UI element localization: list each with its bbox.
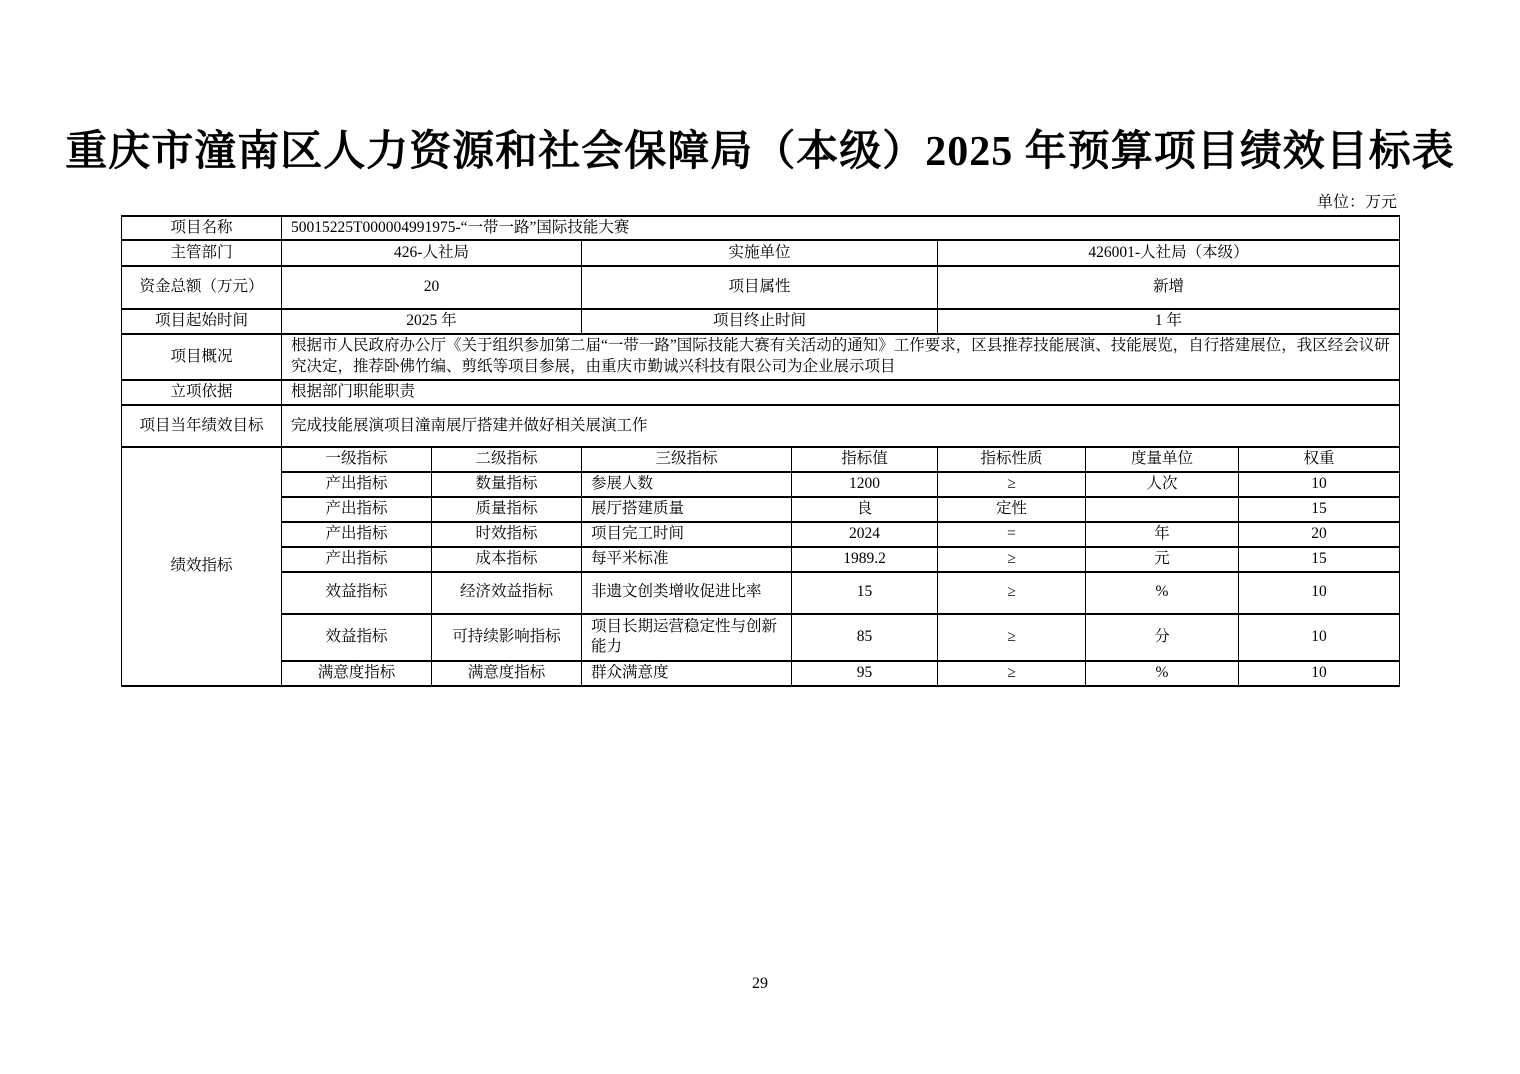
end-time-label: 项目终止时间 (582, 309, 938, 334)
performance-indicators-label: 绩效指标 (122, 447, 282, 686)
indicator-cell: 数量指标 (432, 472, 582, 497)
impl-unit-value: 426001-人社局（本级） (938, 240, 1400, 266)
indicator-cell: 1200 (792, 472, 938, 497)
indicator-row (122, 572, 1400, 614)
indicator-cell: 10 (1239, 472, 1400, 497)
indicator-cell: % (1086, 661, 1239, 686)
indicator-cell: ≥ (938, 661, 1086, 686)
indicator-cell: 85 (792, 614, 938, 661)
row-overview (122, 334, 1400, 380)
page-number: 29 (752, 974, 768, 992)
indicator-cell: 参展人数 (582, 472, 792, 497)
indicator-cell: 10 (1239, 572, 1400, 614)
dept-value: 426-人社局 (282, 240, 582, 266)
indicator-cell: 10 (1239, 614, 1400, 661)
indicator-cell: 良 (792, 497, 938, 522)
indicator-cell: 每平米标准 (582, 547, 792, 572)
performance-target-table (121, 215, 1400, 687)
indicator-cell: 非遗文创类增收促进比率 (582, 572, 792, 614)
project-name-value: 50015225T000004991975-“一带一路”国际技能大赛 (282, 216, 1400, 241)
indicator-cell: 元 (1086, 547, 1239, 572)
indicator-cell (1086, 497, 1239, 522)
indicator-cell: 满意度指标 (432, 661, 582, 686)
indicator-cell: 定性 (938, 497, 1086, 522)
row-project-name (122, 216, 1400, 241)
indicator-row (122, 614, 1400, 661)
indicator-row (122, 547, 1400, 572)
indicator-cell: 10 (1239, 661, 1400, 686)
indicator-cell: 项目长期运营稳定性与创新能力 (582, 614, 792, 661)
indicator-cell: ≥ (938, 547, 1086, 572)
indicator-header-cell: 指标性质 (938, 447, 1086, 472)
overview-value: 根据市人民政府办公厅《关于组织参加第二届“一带一路”国际技能大赛有关活动的通知》工作要求，区县推荐技能展演、技能展览，自行搭建展位，我区经会议研究决定，推荐卧佛竹编、剪纸等项目参展，由重庆市勤诚兴科技有限公司为企业展示项目 (282, 334, 1400, 380)
indicator-row (122, 522, 1400, 547)
indicator-cell: 项目完工时间 (582, 522, 792, 547)
indicator-cell: 2024 (792, 522, 938, 547)
indicator-cell: 群众满意度 (582, 661, 792, 686)
indicator-cell: ≥ (938, 472, 1086, 497)
indicator-cell: 20 (1239, 522, 1400, 547)
indicator-header-cell: 度量单位 (1086, 447, 1239, 472)
indicator-cell: ≥ (938, 614, 1086, 661)
overview-label: 项目概况 (122, 334, 282, 380)
indicator-cell: % (1086, 572, 1239, 614)
end-time-value: 1 年 (938, 309, 1400, 334)
indicator-row (122, 497, 1400, 522)
attribute-value: 新增 (938, 266, 1400, 309)
annual-goal-label: 项目当年绩效目标 (122, 405, 282, 447)
indicator-cell: 15 (1239, 547, 1400, 572)
indicator-header-cell: 二级指标 (432, 447, 582, 472)
dept-label: 主管部门 (122, 240, 282, 266)
unit-label: 单位：万元 (1316, 193, 1397, 211)
indicator-cell: 满意度指标 (282, 661, 432, 686)
indicator-cell: 可持续影响指标 (432, 614, 582, 661)
indicator-cell: 效益指标 (282, 572, 432, 614)
indicator-cell: ≥ (938, 572, 1086, 614)
start-time-value: 2025 年 (282, 309, 582, 334)
attribute-label: 项目属性 (582, 266, 938, 309)
row-time (122, 309, 1400, 334)
indicator-cell: = (938, 522, 1086, 547)
impl-unit-label: 实施单位 (582, 240, 938, 266)
indicator-cell: 质量指标 (432, 497, 582, 522)
indicator-header-cell: 权重 (1239, 447, 1400, 472)
indicator-cell: 经济效益指标 (432, 572, 582, 614)
indicator-cell: 时效指标 (432, 522, 582, 547)
indicator-row (122, 472, 1400, 497)
indicator-cell: 人次 (1086, 472, 1239, 497)
total-fund-label: 资金总额（万元） (122, 266, 282, 309)
row-departments (122, 240, 1400, 266)
indicator-cell: 成本指标 (432, 547, 582, 572)
indicator-cell: 15 (1239, 497, 1400, 522)
row-basis (122, 380, 1400, 405)
indicator-row (122, 661, 1400, 686)
total-fund-value: 20 (282, 266, 582, 309)
page-title: 重庆市潼南区人力资源和社会保障局（本级）2025 年预算项目绩效目标表 (65, 129, 1455, 175)
indicator-cell: 效益指标 (282, 614, 432, 661)
indicator-cell: 产出指标 (282, 472, 432, 497)
indicator-cell: 产出指标 (282, 547, 432, 572)
indicator-cell: 15 (792, 572, 938, 614)
indicator-cell: 展厅搭建质量 (582, 497, 792, 522)
indicator-cell: 1989.2 (792, 547, 938, 572)
indicator-cell: 分 (1086, 614, 1239, 661)
basis-label: 立项依据 (122, 380, 282, 405)
table-sheet (121, 189, 1399, 687)
row-funding (122, 266, 1400, 309)
indicator-cell: 产出指标 (282, 497, 432, 522)
indicator-cell: 年 (1086, 522, 1239, 547)
indicator-header-cell: 指标值 (792, 447, 938, 472)
indicator-header-cell: 三级指标 (582, 447, 792, 472)
project-name-label: 项目名称 (122, 216, 282, 241)
indicator-cell: 95 (792, 661, 938, 686)
basis-value: 根据部门职能职责 (282, 380, 1400, 405)
row-annual-goal (122, 405, 1400, 447)
indicator-cell: 产出指标 (282, 522, 432, 547)
annual-goal-value: 完成技能展演项目潼南展厅搭建并做好相关展演工作 (282, 405, 1400, 447)
start-time-label: 项目起始时间 (122, 309, 282, 334)
indicator-header-cell: 一级指标 (282, 447, 432, 472)
indicator-header-row (122, 447, 1400, 472)
